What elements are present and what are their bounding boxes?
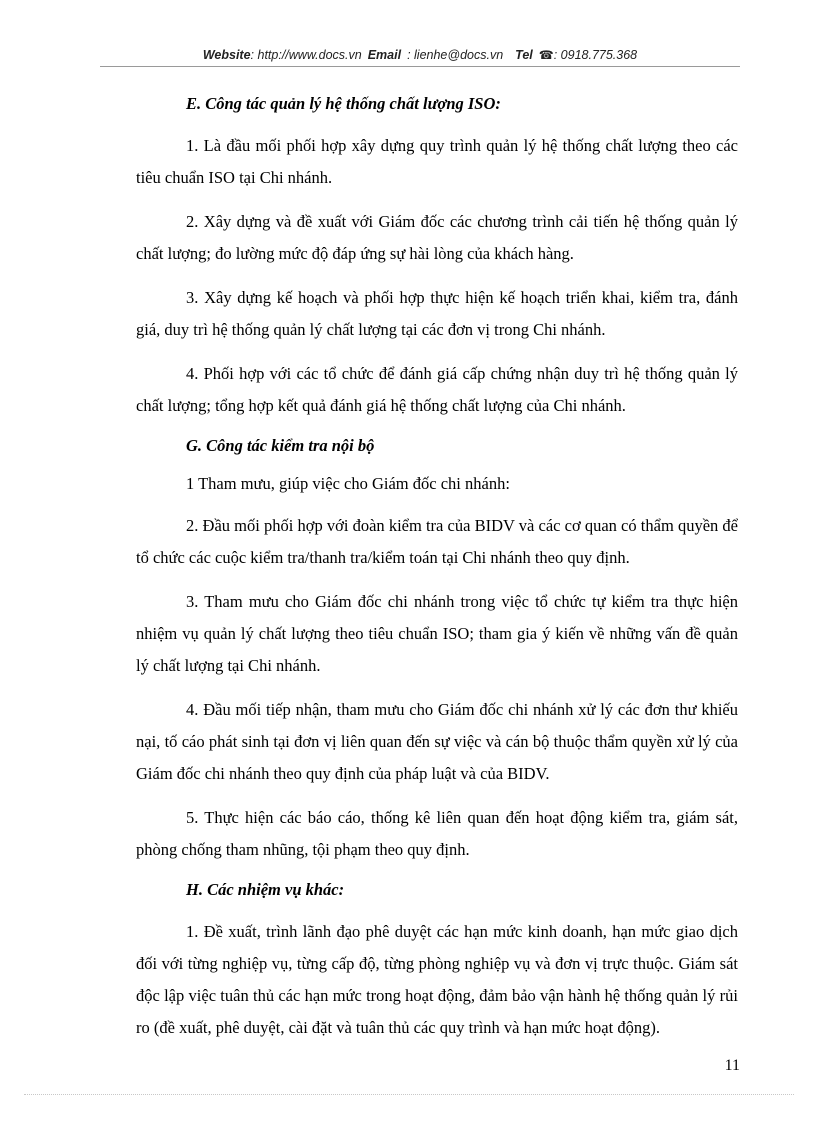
paragraph-e1: 1. Là đầu mối phối hợp xây dựng quy trình quản lý hệ thống chất lượng theo các tiêu chuẩn ISO tại Chi nhánh. — [136, 136, 738, 187]
paragraph-g5: 5. Thực hiện các báo cáo, thống kê liên quan đến hoạt động kiểm tra, giám sát, phòng chống tham nhũng, tội phạm theo quy định. — [136, 808, 738, 859]
section-heading-e: E. Công tác quản lý hệ thống chất lượng ISO: — [186, 94, 501, 113]
page-header — [100, 46, 740, 67]
email-label: Email — [367, 48, 402, 62]
paragraph-g1: 1 Tham mưu, giúp việc cho Giám đốc chi nhánh: — [186, 474, 510, 493]
paragraph-h1: 1. Đề xuất, trình lãnh đạo phê duyệt các hạn mức kinh doanh, hạn mức giao dịch đối với từng nghiệp vụ, từng cấp độ, từng phòng nghiệp vụ và đơn vị trực thuộc. Giám sát độc lập việc tuân thủ các hạn mức trong hoạt động, đảm bảo vận hành hệ thống quản lý rủi ro (đề xuất, phê duyệt, cài đặt và tuân thủ các quy trình và hạn mức hoạt động). — [136, 922, 738, 1037]
page-bottom-rule — [24, 1094, 794, 1095]
paragraph-g2: 2. Đầu mối phối hợp với đoàn kiểm tra của BIDV và các cơ quan có thẩm quyền để tổ chức các cuộc kiểm tra/thanh tra/kiểm toán tại Chi nhánh theo quy định. — [136, 516, 738, 567]
paragraph-g3: 3. Tham mưu cho Giám đốc chi nhánh trong việc tổ chức tự kiểm tra thực hiện nhiệm vụ quản lý chất lượng theo tiêu chuẩn ISO; tham gia ý kiến về những vấn đề quản lý chất lượng tại Chi nhánh. — [136, 592, 738, 675]
email-value: : lienhe@docs.vn — [407, 48, 504, 62]
paragraph-e2: 2. Xây dựng và đề xuất với Giám đốc các chương trình cải tiến hệ thống quản lý chất lượng; đo lường mức độ đáp ứng sự hài lòng của khách hàng. — [136, 212, 738, 263]
website-label: Website — [202, 48, 251, 62]
website-value: : http://www.docs.vn — [250, 48, 362, 62]
tel-label: Tel — [515, 48, 533, 62]
paragraph-g4: 4. Đầu mối tiếp nhận, tham mưu cho Giám đốc chi nhánh xử lý các đơn thư khiếu nại, tố cáo phát sinh tại đơn vị liên quan đến sự việc và cán bộ thuộc thẩm quyền xử lý của Giám đốc chi nhánh theo quy định của pháp luật và của BIDV. — [136, 700, 738, 783]
paragraph-e4: 4. Phối hợp với các tổ chức để đánh giá cấp chứng nhận duy trì hệ thống quản lý chất lượng; tổng hợp kết quả đánh giá hệ thống chất lượng của Chi nhánh. — [136, 364, 738, 415]
tel-value: : 0918.775.368 — [553, 48, 638, 62]
section-heading-g: G. Công tác kiểm tra nội bộ — [186, 436, 375, 455]
paragraph-e3: 3. Xây dựng kế hoạch và phối hợp thực hiện kế hoạch triển khai, kiểm tra, đánh giá, duy trì hệ thống quản lý chất lượng tại các đơn vị trong Chi nhánh. — [136, 288, 738, 339]
section-heading-h: H. Các nhiệm vụ khác: — [186, 880, 345, 899]
telephone-icon: ☎ — [538, 48, 554, 62]
page-number: 11 — [724, 1057, 740, 1074]
document-body — [136, 92, 738, 1056]
